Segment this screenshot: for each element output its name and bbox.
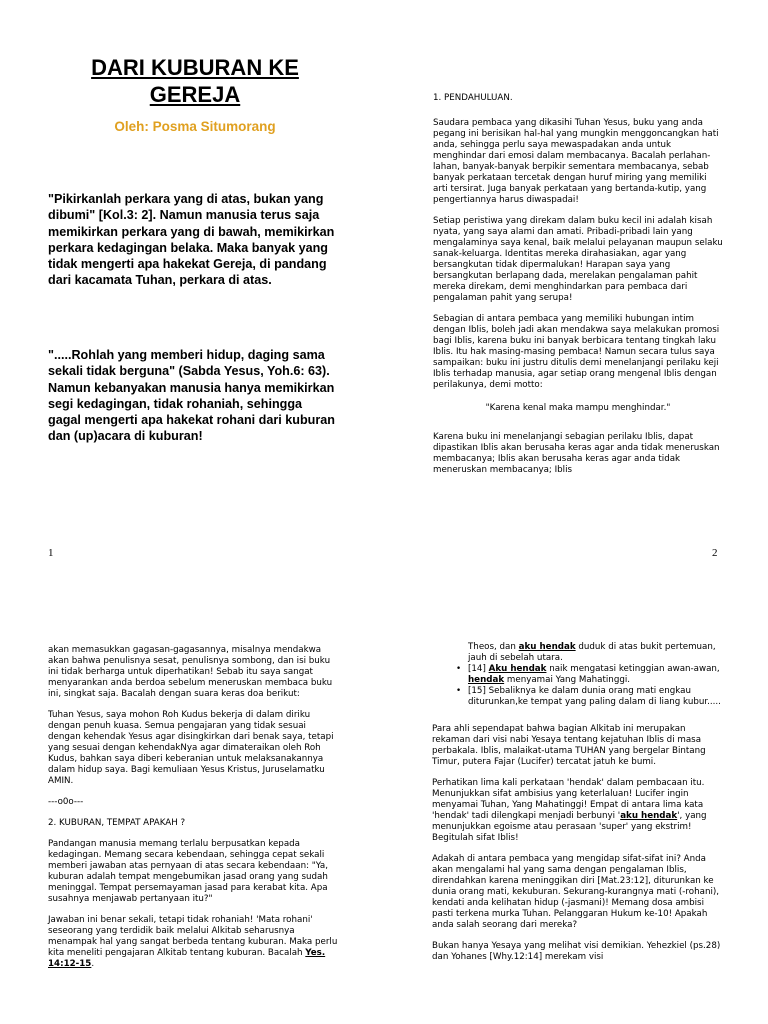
author-byline: Oleh: Posma Situmorang xyxy=(114,119,276,134)
document-title xyxy=(40,54,350,108)
paragraph: Sebagian di antara pembaca yang memiliki hubungan intim dengan Iblis, boleh jadi akan mendakwa saya melakukan promosi bagi Iblis, karena buku ini banyak berbicara tentang tingkah laku Iblis. Itu hak masing-masing pembaca! Namun secara tulus saya sampaikan: buku ini justru ditulis demi menelanjangi perilaku keji Iblis terhadap manusia, agar setiap orang mengenal Iblis dengan perilakunya, demi motto: xyxy=(433,314,720,390)
verse-13-continuation xyxy=(468,642,722,664)
text-run: Theos, dan xyxy=(468,642,519,652)
page-4-text xyxy=(432,642,722,973)
text-run: [14] xyxy=(468,664,489,674)
page-number-2: 2 xyxy=(712,547,718,559)
prayer: Tuhan Yesus, saya mohon Roh Kudus bekerja di dalam diriku dengan penuh kuasa. Semua pengajaran yang tidak sesuai dengan kehendak Yesus agar disingkirkan dari benak saya, tetapi yang sesuai dengan kehendakNya agar dimateraikan oleh Roh Kudus, bahkan saya diberi keberanian untuk melaksanakannya dalam hidup saya. Bagi kemuliaan Yesus Kristus, Juruselamatku AMIN. xyxy=(48,710,334,786)
emphasis: aku hendak xyxy=(518,642,576,652)
text-run: duduk di atas bukit pertemuan, jauh di sebelah utara. xyxy=(468,642,716,663)
paragraph xyxy=(48,915,338,970)
quote-1-text: "Pikirkanlah perkara yang di atas, bukan yang dibumi" [Kol.3: 2]. Namun manusia terus saja memikirkan perkara yang di bawah, memikirkan perkara kedagingan belaka. Maka banyak yang tidak mengerti apa hakekat Gereja, di pandang dari kacamata Tuhan, perkara di atas. xyxy=(48,192,335,288)
text-run: menyamai Yang Mahatinggi. xyxy=(504,675,631,685)
motto: "Karena kenal maka mampu menghindar." xyxy=(485,403,671,413)
verse-list xyxy=(432,642,722,708)
paragraph: Bukan hanya Yesaya yang melihat visi demikian. Yehezkiel (ps.28) dan Yohanes [Why.12:14] merekam visi xyxy=(432,941,721,962)
paragraph: Adakah di antara pembaca yang mengidap sifat-sifat ini? Anda akan mengalami hal yang sama dengan pengalaman Iblis, direndahkan karena meninggikan diri [Mat.23:12], diturunkan ke dunia orang mati, kekuburan. Sekurang-kurangnya mati (-rohani), kendati anda kelihatan hidup (-jasmani)! Memang dosa ambisi pasti terkena murka Tuhan. Pelanggaran Hukum ke-10! Apakah anda salah seorang dari mereka? xyxy=(432,854,720,930)
paragraph: Saudara pembaca yang dikasihi Tuhan Yesus, buku yang anda pegang ini berisikan hal-hal yang mungkin menggoncangkan hati anda, sehingga perlu saya mewaspadakan anda untuk menghindar dari emosi dalam membacanya. Bacalah perlahan-lahan, banyak-banyak berpikir sementara membacanya, sebab banyak perkataan tercetak dengan huruf miring yang memiliki arti tersirat. Juga banyak perkataan yang bertanda-kutip, yang pengertiannya harus diwaspadai! xyxy=(433,118,719,205)
text-run: [15] Sebaliknya ke dalam dunia orang mati engkau diturunkan,ke tempat yang paling dalam di liang kubur..... xyxy=(468,686,721,707)
text-run: Perhatikan lima kali perkataan 'hendak' dalam pembacaan itu. Menunjukkan sifat ambisius yang keterlaluan! Lucifer ingin menyamai Tuhan, Yang Mahatinggi! Empat di antara lima kata 'hendak' tadi dilengkapi menjadi berbunyi ' xyxy=(432,778,705,821)
page-2-text xyxy=(433,93,723,486)
text-run: . xyxy=(91,959,95,969)
section-heading-2: 2. KUBURAN, TEMPAT APAKAH ? xyxy=(48,818,186,828)
paragraph: Setiap peristiwa yang direkam dalam buku kecil ini adalah kisah nyata, yang saya alami dan amati. Pribadi-pribadi lain yang mengalaminya saya kenal, baik melalui pelayanan maupun selaku sanak-keluarga. Identitas mereka dirahasiakan, agar yang bersangkutan tidak dipermalukan! Harapan saya yang bersangkutan berlapang dada, merelakan pengalaman pahit mereka direkam, demi menghindarkan para pembaca dari pengalaman pahit yang serupa! xyxy=(433,216,723,303)
verse-14 xyxy=(468,664,722,686)
title-line-1: DARI KUBURAN KE xyxy=(91,55,299,80)
emphasis: aku hendak xyxy=(620,811,678,821)
quote-2 xyxy=(48,347,338,445)
paragraph: Pandangan manusia memang terlalu berpusatkan kepada kedagingan. Memang secara kebendaan, sehingga cepat sekali memberi jawaban atas pernyaan di atas secara kebendaan: "Ya, kuburan adalah tempat mengebumikan jasad orang yang sudah meninggal. Tempat persemayaman jasad para kerabat kita. Apa susahnya menjawab pertanyaan itu?" xyxy=(48,839,328,904)
paragraph: akan memasukkan gagasan-gagasannya, misalnya mendakwa akan bahwa penulisnya sesat, penulisnya sombong, dan isi buku ini tidak berharga untuk diperhatikan! Sebab itu saya sangat menyarankan anda berdoa sebelum meneruskan membaca buku ini, singkat saja. Bacalah dengan suara keras doa berikut: xyxy=(48,645,333,699)
paragraph xyxy=(432,778,722,844)
separator: ---o0o--- xyxy=(48,797,84,807)
title-line-2: GEREJA xyxy=(149,82,241,107)
text-run: Jawaban ini benar sekali, tetapi tidak rohaniah! 'Mata rohani' seseorang yang terdidik baik melalui Alkitab seharusnya menampak hal yang sangat berbeda tentang kuburan. Maka perlu kita meneliti pengajaran Alkitab tentang kuburan. Bacalah xyxy=(48,915,338,958)
bible-reference-link[interactable]: Yes. 14:12-15 xyxy=(48,948,326,969)
paragraph: Para ahli sependapat bahwa bagian Alkitab ini merupakan rekaman dari visi nabi Yesaya tentang kejatuhan Iblis di masa perbakala. Iblis, malaikat-utama TUHAN yang bergelar Bintang Timur, putera Fajar (Lucifer) tercatat jatuh ke bumi. xyxy=(432,724,706,767)
text-run: ', yang menunjukkan egoisme atau perasaan 'super' yang ekstrim! Begitulah sifat Iblis! xyxy=(432,811,707,843)
section-heading-1: 1. PENDAHULUAN. xyxy=(433,93,513,103)
text-run: naik mengatasi ketinggian awan-awan, xyxy=(546,664,720,674)
page-3-text xyxy=(48,645,338,980)
emphasis: Aku hendak xyxy=(488,664,547,674)
page-number-1: 1 xyxy=(48,547,54,559)
quote-1 xyxy=(48,191,338,289)
emphasis: hendak xyxy=(468,675,505,685)
quote-2-text: ".....Rohlah yang memberi hidup, daging sama sekali tidak berguna" (Sabda Yesus, Yoh.6: 63). Namun kebanyakan manusia hanya memikirkan segi kedagingan, tidak rohaniah, sehingga gagal mengerti apa hakekat rohani dari kuburan dan (up)acara di kuburan! xyxy=(48,348,335,444)
verse-15 xyxy=(468,686,722,708)
paragraph: Karena buku ini menelanjangi sebagian perilaku Iblis, dapat dipastikan Iblis akan berusaha keras agar anda tidak meneruskan membacanya; Iblis akan berusaha keras agar anda tidak meneruskan membacanya; Iblis xyxy=(433,432,720,475)
